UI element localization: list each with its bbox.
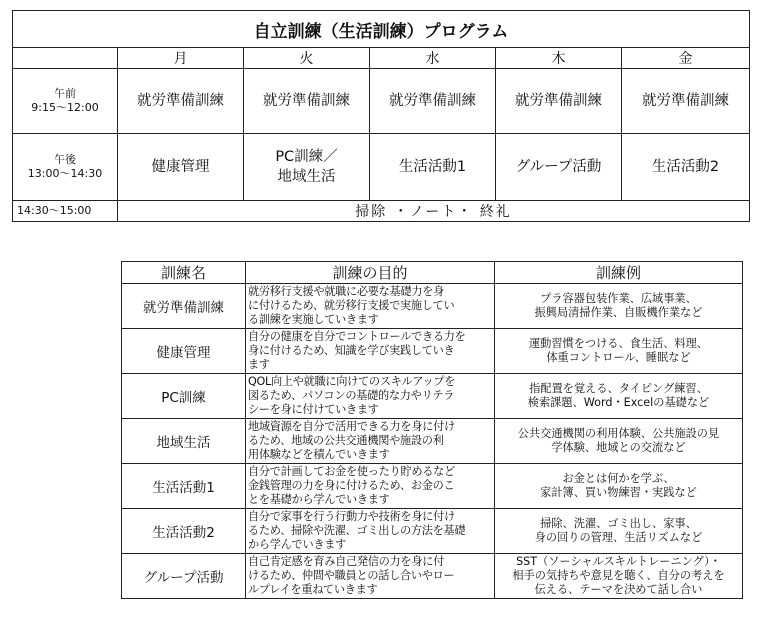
purpose-line: 用体験などを積んでいきます <box>248 448 390 461</box>
purpose-line: けるため、仲間や職員との話し合いやロー <box>248 569 455 582</box>
morning-fri: 就労準備訓練 <box>622 69 750 134</box>
header-training-example: 訓練例 <box>495 262 743 284</box>
morning-mon: 就労準備訓練 <box>118 69 244 134</box>
purpose-line: シーを身に付けていきます <box>248 403 379 416</box>
schedule-title: 自立訓練（生活訓練）プログラム <box>13 11 750 48</box>
afternoon-time: 13:00～14:30 <box>27 167 103 180</box>
afternoon-thu: グループ活動 <box>496 134 622 201</box>
training-name: 就労準備訓練 <box>122 284 246 329</box>
training-purpose <box>246 284 495 329</box>
example-line: 検索課題、Word・Excelの基礎など <box>527 396 710 409</box>
training-name: 健康管理 <box>122 329 246 374</box>
purpose-line: 身に付けるため、知識を学び実践していき <box>248 344 455 357</box>
morning-label: 午前 <box>54 87 76 100</box>
purpose-line: るため、掃除や洗濯、ゴミ出しの方法を基礎 <box>248 524 466 537</box>
training-example <box>495 509 743 554</box>
example-line: プラ容器包装作業、広域事業、 <box>540 292 697 305</box>
example-line: 家計簿、買い物練習・実践など <box>540 486 697 499</box>
purpose-line: とを基礎から学んでいきます <box>248 493 390 506</box>
morning-thu: 就労準備訓練 <box>496 69 622 134</box>
purpose-line: QOL向上や就職に向けてのスキルアップを <box>248 375 456 388</box>
closing-time: 14:30～15:00 <box>13 201 118 222</box>
example-line: SST（ソーシャルスキルトレーニング）・ <box>516 555 721 568</box>
training-example <box>495 554 743 599</box>
table-row <box>122 554 743 599</box>
example-line: 振興局清掃作業、自販機作業など <box>534 306 703 319</box>
example-line: 掃除、洗濯、ゴミ出し、家事、 <box>540 517 697 530</box>
afternoon-tue-line1: PC訓練／ <box>275 149 338 165</box>
example-line: お金とは何かを学ぶ、 <box>562 472 675 485</box>
training-purpose <box>246 329 495 374</box>
day-mon: 月 <box>118 48 244 69</box>
purpose-line: 自分で家事を行う行動力や技術を身に付け <box>248 510 455 523</box>
detail-header-row <box>122 262 743 284</box>
example-line: 伝える、テーマを決めて話し合い <box>534 583 703 596</box>
training-name: PC訓練 <box>122 374 246 419</box>
training-purpose <box>246 554 495 599</box>
example-line: 公共交通機関の利用体験、公共施設の見 <box>517 427 720 440</box>
purpose-line: 自己肯定感を育み自己発信の力を身に付 <box>248 555 444 568</box>
training-name: 地域生活 <box>122 419 246 464</box>
example-line: 身の回りの管理、生活リズムなど <box>534 531 703 544</box>
day-fri: 金 <box>622 48 750 69</box>
training-purpose <box>246 419 495 464</box>
example-line: 体重コントロール、睡眠など <box>546 351 691 364</box>
training-example <box>495 329 743 374</box>
afternoon-fri: 生活活動2 <box>622 134 750 201</box>
afternoon-mon: 健康管理 <box>118 134 244 201</box>
training-purpose <box>246 464 495 509</box>
training-example <box>495 419 743 464</box>
afternoon-tue <box>244 134 370 201</box>
morning-wed: 就労準備訓練 <box>370 69 496 134</box>
day-wed: 水 <box>370 48 496 69</box>
purpose-line: 地域資源を自分で活用できる力を身に付け <box>248 420 455 433</box>
corner-cell <box>13 48 118 69</box>
purpose-line: に付けるため、就労移行支援で実施してい <box>248 299 455 312</box>
morning-time: 9:15～12:00 <box>31 101 99 114</box>
day-tue: 火 <box>244 48 370 69</box>
training-example <box>495 374 743 419</box>
table-row <box>122 464 743 509</box>
example-line: 運動習慣をつける、食生活、料理、 <box>528 337 708 350</box>
purpose-line: 金銭管理の力を身に付けるため、お金のこ <box>248 479 455 492</box>
table-row <box>122 284 743 329</box>
afternoon-row <box>13 134 750 201</box>
purpose-line: 就労移行支援や就職に必要な基礎力を身 <box>248 285 444 298</box>
training-example <box>495 284 743 329</box>
closing-row <box>13 201 750 222</box>
afternoon-wed: 生活活動1 <box>370 134 496 201</box>
morning-tue: 就労準備訓練 <box>244 69 370 134</box>
header-training-purpose: 訓練の目的 <box>246 262 495 284</box>
purpose-line: るため、地域の公共交通機関や施設の利 <box>248 434 444 447</box>
header-training-name: 訓練名 <box>122 262 246 284</box>
purpose-line: 自分で計画してお金を使ったり貯めるなど <box>248 465 455 478</box>
afternoon-label: 午後 <box>54 153 76 166</box>
table-row <box>122 419 743 464</box>
training-name: 生活活動1 <box>122 464 246 509</box>
training-name: 生活活動2 <box>122 509 246 554</box>
weekly-schedule-table <box>12 10 750 222</box>
closing-activities: 掃除 ・ノート・ 終礼 <box>118 201 750 222</box>
training-example <box>495 464 743 509</box>
day-header-row <box>13 48 750 69</box>
training-purpose <box>246 509 495 554</box>
purpose-line: ます <box>248 358 270 371</box>
afternoon-period <box>13 134 118 201</box>
example-line: 指配置を覚える、タイピング練習、 <box>529 382 708 395</box>
training-purpose <box>246 374 495 419</box>
purpose-line: ルプレイを重ねていきます <box>248 583 378 596</box>
morning-period <box>13 69 118 134</box>
day-thu: 木 <box>496 48 622 69</box>
purpose-line: 自分の健康を自分でコントロールできる力を <box>248 330 466 343</box>
morning-row <box>13 69 750 134</box>
table-row <box>122 329 743 374</box>
purpose-line: から学んでいきます <box>248 538 346 551</box>
table-row <box>122 374 743 419</box>
training-name: グループ活動 <box>122 554 246 599</box>
purpose-line: る訓練を実施していきます <box>248 313 379 326</box>
purpose-line: 図るため、パソコンの基礎的な力やリテラ <box>248 389 454 402</box>
afternoon-tue-line2: 地域生活 <box>277 169 336 185</box>
table-row <box>122 509 743 554</box>
example-line: 相手の気持ちや意見を聴く、自分の考えを <box>512 569 725 582</box>
training-detail-table <box>121 261 743 599</box>
example-line: 学体験、地域との交流など <box>551 441 686 454</box>
